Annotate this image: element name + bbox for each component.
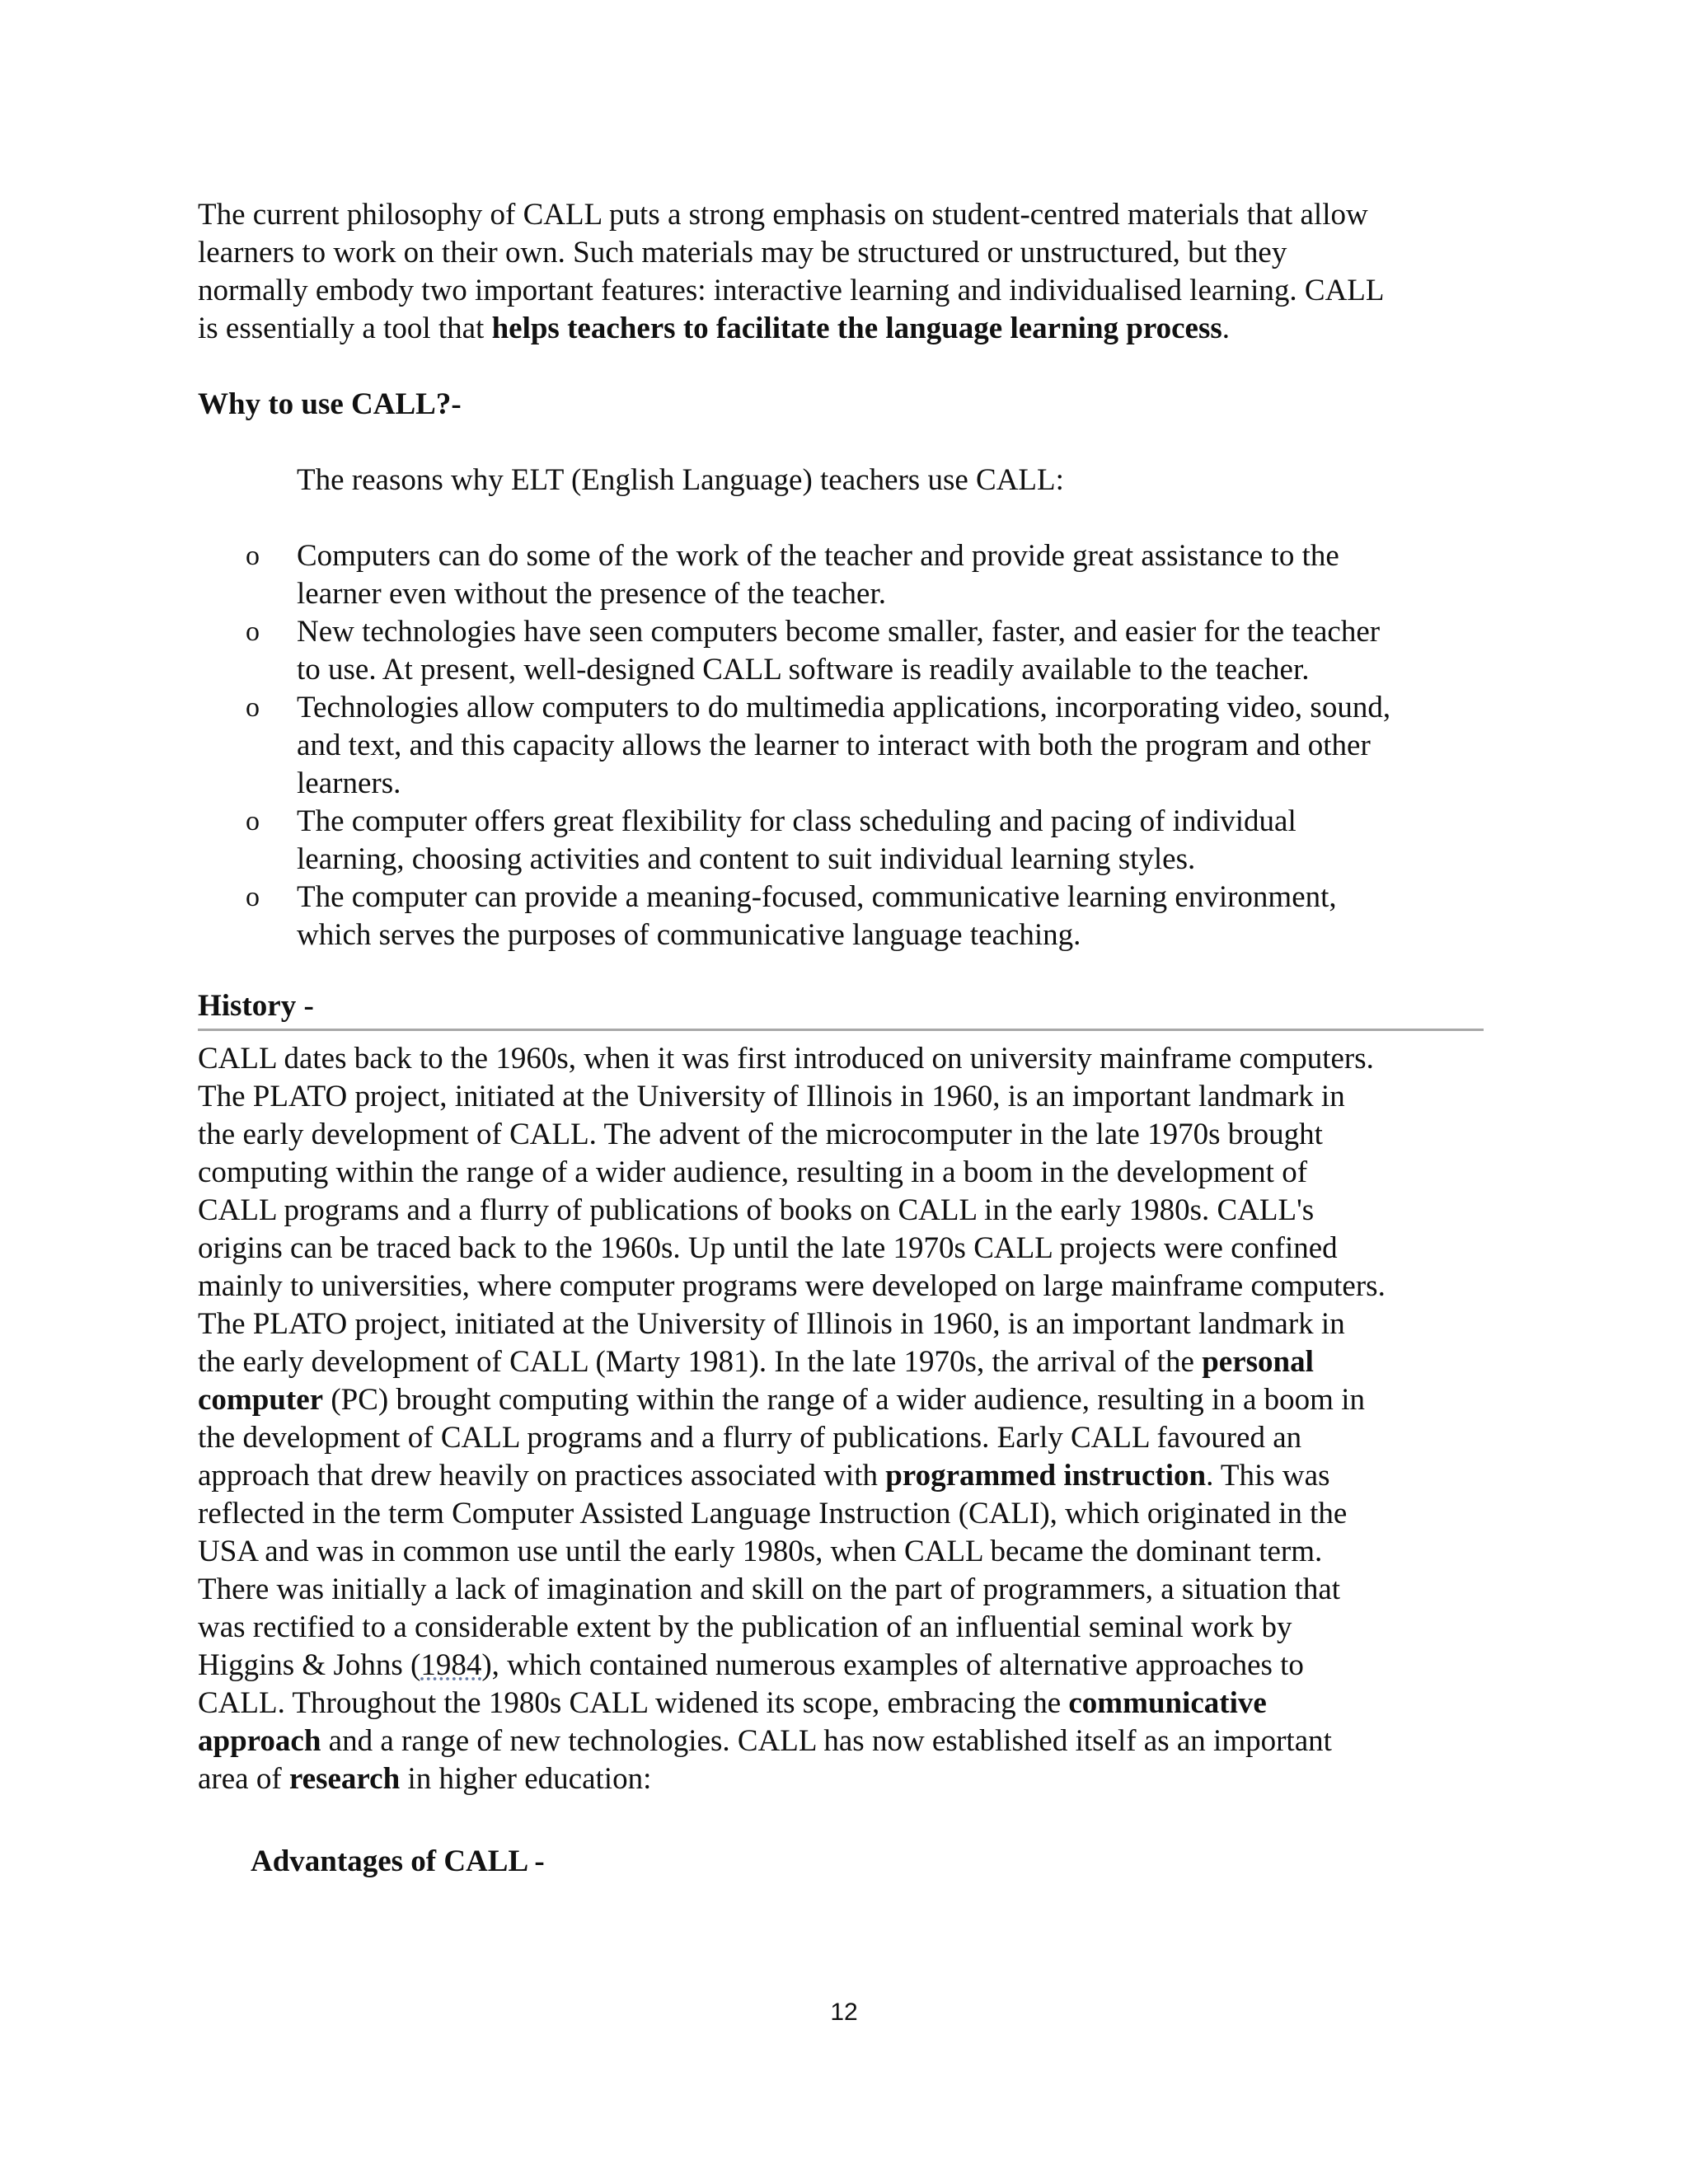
history-emphasis: computer: [198, 1383, 324, 1417]
why-heading: Why to use CALL?-: [198, 387, 462, 421]
history-line: the early development of CALL. The advent of the microcomputer in the late 1970s brought: [198, 1118, 1323, 1151]
intro-paragraph: [198, 196, 1484, 348]
history-emphasis: approach: [198, 1724, 321, 1758]
bullet-icon: o: [246, 806, 260, 837]
list-item-line: learning, choosing activities and content to suit individual learning styles.: [297, 842, 1196, 876]
history-line: [198, 1685, 1484, 1722]
section-divider: [198, 1029, 1484, 1031]
list-item: [198, 689, 1500, 803]
history-line: reflected in the term Computer Assisted Language Instruction (CALI), which originated in the: [198, 1497, 1348, 1530]
history-line: mainly to universities, where computer programs were developed on large mainframe computers.: [198, 1269, 1386, 1303]
history-emphasis: personal: [1202, 1345, 1314, 1379]
history-emphasis: communicative: [1068, 1686, 1267, 1720]
list-item-line: and text, and this capacity allows the learner to interact with both the program and other: [297, 729, 1371, 762]
history-line: the development of CALL programs and a flurry of publications. Early CALL favoured an: [198, 1421, 1302, 1455]
list-item: [198, 537, 1500, 613]
bullet-icon: o: [246, 692, 260, 723]
page-number: 12: [830, 1999, 858, 2026]
intro-line: learners to work on their own. Such materials may be structured or unstructured, but they: [198, 236, 1287, 269]
list-item-line: learner even without the presence of the teacher.: [297, 577, 886, 611]
list-item-line: learners.: [297, 766, 401, 800]
history-line: [198, 1457, 1484, 1495]
history-heading: History -: [198, 989, 314, 1023]
history-emphasis: programmed instruction: [885, 1459, 1207, 1493]
history-text: CALL. Throughout the 1980s CALL widened its scope, embracing the: [198, 1686, 1069, 1720]
history-line: [198, 1381, 1484, 1419]
history-line: CALL programs and a flurry of publications of books on CALL in the early 1980s. CALL's: [198, 1193, 1315, 1227]
history-line: There was initially a lack of imagination and skill on the part of programmers, a situation that: [198, 1572, 1341, 1606]
bullet-icon: o: [246, 541, 260, 571]
history-emphasis: research: [288, 1762, 401, 1796]
intro-line: [198, 310, 1484, 348]
list-item-line: Technologies allow computers to do multimedia applications, incorporating video, sound,: [297, 691, 1391, 724]
reasons-intro: The reasons why ELT (English Language) teachers use CALL:: [297, 463, 1064, 497]
citation-link[interactable]: 1984: [420, 1648, 482, 1682]
history-text: area of: [198, 1762, 289, 1796]
list-item: [198, 803, 1500, 879]
list-item: [198, 879, 1500, 954]
history-text: ), which contained numerous examples of alternative approaches to: [481, 1648, 1304, 1682]
list-item-line: New technologies have seen computers become smaller, faster, and easier for the teacher: [297, 615, 1381, 649]
history-line: [198, 1647, 1484, 1685]
list-item-line: Computers can do some of the work of the teacher and provide great assistance to the: [297, 539, 1339, 573]
history-line: The PLATO project, initiated at the University of Illinois in 1960, is an important landmark in: [198, 1080, 1345, 1113]
history-line: [198, 1760, 1484, 1798]
history-paragraph: [198, 1040, 1484, 1798]
reasons-list: [198, 537, 1500, 954]
history-line: origins can be traced back to the 1960s. Up until the late 1970s CALL projects were confined: [198, 1231, 1338, 1265]
list-item-line: The computer can provide a meaning-focused, communicative learning environment,: [297, 880, 1337, 914]
intro-line: The current philosophy of CALL puts a strong emphasis on student-centred materials that allow: [198, 198, 1368, 232]
history-line: USA and was in common use until the early 1980s, when CALL became the dominant term.: [198, 1535, 1323, 1568]
intro-text: is essentially a tool that: [198, 312, 492, 345]
list-item-line: The computer offers great flexibility for class scheduling and pacing of individual: [297, 804, 1296, 838]
list-item: [198, 613, 1500, 689]
bullet-icon: o: [246, 616, 260, 647]
history-text: the early development of CALL (Marty 1981). In the late 1970s, the arrival of the: [198, 1345, 1203, 1379]
bullet-icon: o: [246, 882, 260, 912]
history-text: in higher education:: [400, 1762, 652, 1796]
history-text: approach that drew heavily on practices associated with: [198, 1459, 886, 1493]
history-line: [198, 1343, 1484, 1381]
intro-emphasis: helps teachers to facilitate the language learning process: [491, 312, 1222, 345]
intro-line: normally embody two important features: interactive learning and individualised learning. CALL: [198, 274, 1385, 307]
list-item-line: which serves the purposes of communicative language teaching.: [297, 918, 1081, 952]
history-text: and a range of new technologies. CALL has now established itself as an important: [321, 1724, 1332, 1758]
history-line: CALL dates back to the 1960s, when it was first introduced on university mainframe computers.: [198, 1042, 1374, 1076]
history-text: . This was: [1206, 1459, 1330, 1493]
history-line: was rectified to a considerable extent by the publication of an influential seminal work by: [198, 1610, 1292, 1644]
history-line: [198, 1722, 1484, 1760]
history-text: (PC) brought computing within the range of a wider audience, resulting in a boom in: [323, 1383, 1365, 1417]
history-line: computing within the range of a wider audience, resulting in a boom in the development of: [198, 1155, 1308, 1189]
intro-text: .: [1221, 312, 1231, 345]
history-line: The PLATO project, initiated at the University of Illinois in 1960, is an important landmark in: [198, 1307, 1345, 1341]
history-text: Higgins & Johns (: [198, 1648, 421, 1682]
advantages-heading: Advantages of CALL -: [251, 1844, 545, 1878]
list-item-line: to use. At present, well-designed CALL software is readily available to the teacher.: [297, 653, 1310, 687]
